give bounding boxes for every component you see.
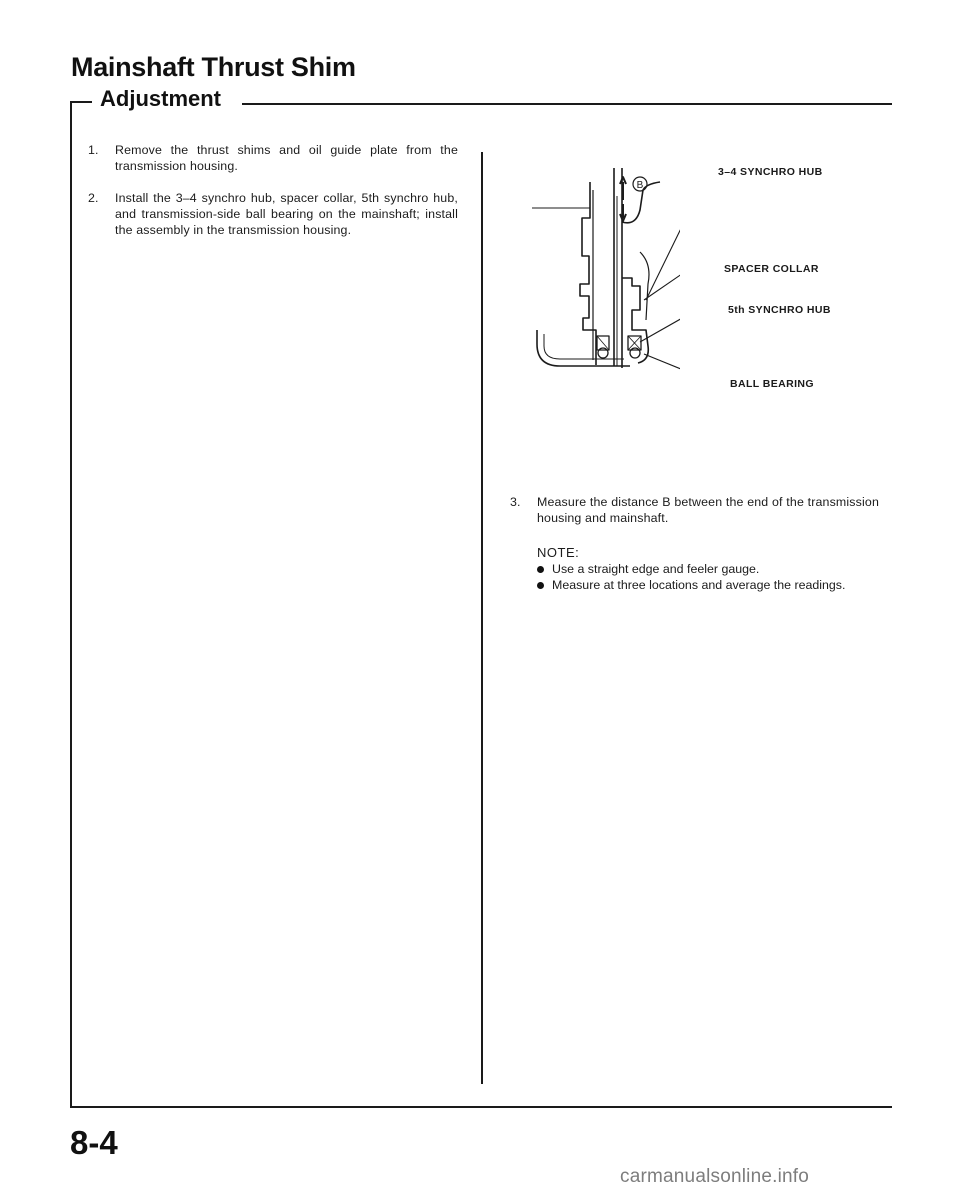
housing-outline — [537, 330, 630, 366]
column-divider — [481, 152, 483, 1084]
note-item-1-text: Use a straight edge and feeler gauge. — [552, 562, 760, 576]
distance-b-arrow — [620, 177, 626, 221]
step-2-text: Install the 3–4 synchro hub, spacer collar, 5th synchro hub, and transmission-side ball bearing on the mainshaft; install the assembly in the transmission housing. — [115, 191, 458, 237]
step-2 — [88, 190, 458, 256]
section-title: Adjustment — [98, 86, 230, 112]
note-label: NOTE: — [537, 545, 580, 560]
step-2-number: 2. — [88, 191, 99, 205]
section-header-rule — [242, 103, 892, 105]
step-3-text: Measure the distance B between the end of the transmission housing and mainshaft. — [537, 495, 879, 525]
bearing-symbols — [597, 336, 641, 358]
note-bullet — [537, 566, 544, 573]
section-frame-vertical-line — [70, 102, 72, 1107]
step-1 — [88, 142, 458, 176]
note-item-1 — [537, 561, 877, 577]
callout-ball-bearing: BALL BEARING — [730, 378, 814, 390]
note-bullet — [537, 582, 544, 589]
callout-3-4-synchro-hub: 3–4 SYNCHRO HUB — [718, 166, 823, 178]
callout-5th-synchro-hub: 5th SYNCHRO HUB — [728, 304, 831, 316]
page-number: 8-4 — [70, 1124, 118, 1161]
step-1-number: 1. — [88, 143, 99, 157]
note-item-2-text: Measure at three locations and average the readings. — [552, 578, 846, 592]
callout-spacer-collar: SPACER COLLAR — [724, 263, 819, 275]
distance-b-marker-label: B — [636, 180, 644, 191]
mainshaft-assembly-diagram — [520, 160, 680, 380]
note-item-2 — [537, 577, 877, 609]
section-header-tick — [70, 101, 92, 103]
mainshaft-outline — [614, 168, 622, 368]
step-3-number: 3. — [510, 495, 521, 509]
footer-rule — [70, 1106, 892, 1108]
callout-leader-lines — [640, 160, 680, 380]
step-1-text: Remove the thrust shims and oil guide plate from the transmission housing. — [115, 143, 458, 173]
page-title: Mainshaft Thrust Shim — [71, 52, 356, 82]
watermark-text: carmanualsonline.info — [620, 1166, 810, 1187]
step-3 — [510, 494, 880, 528]
